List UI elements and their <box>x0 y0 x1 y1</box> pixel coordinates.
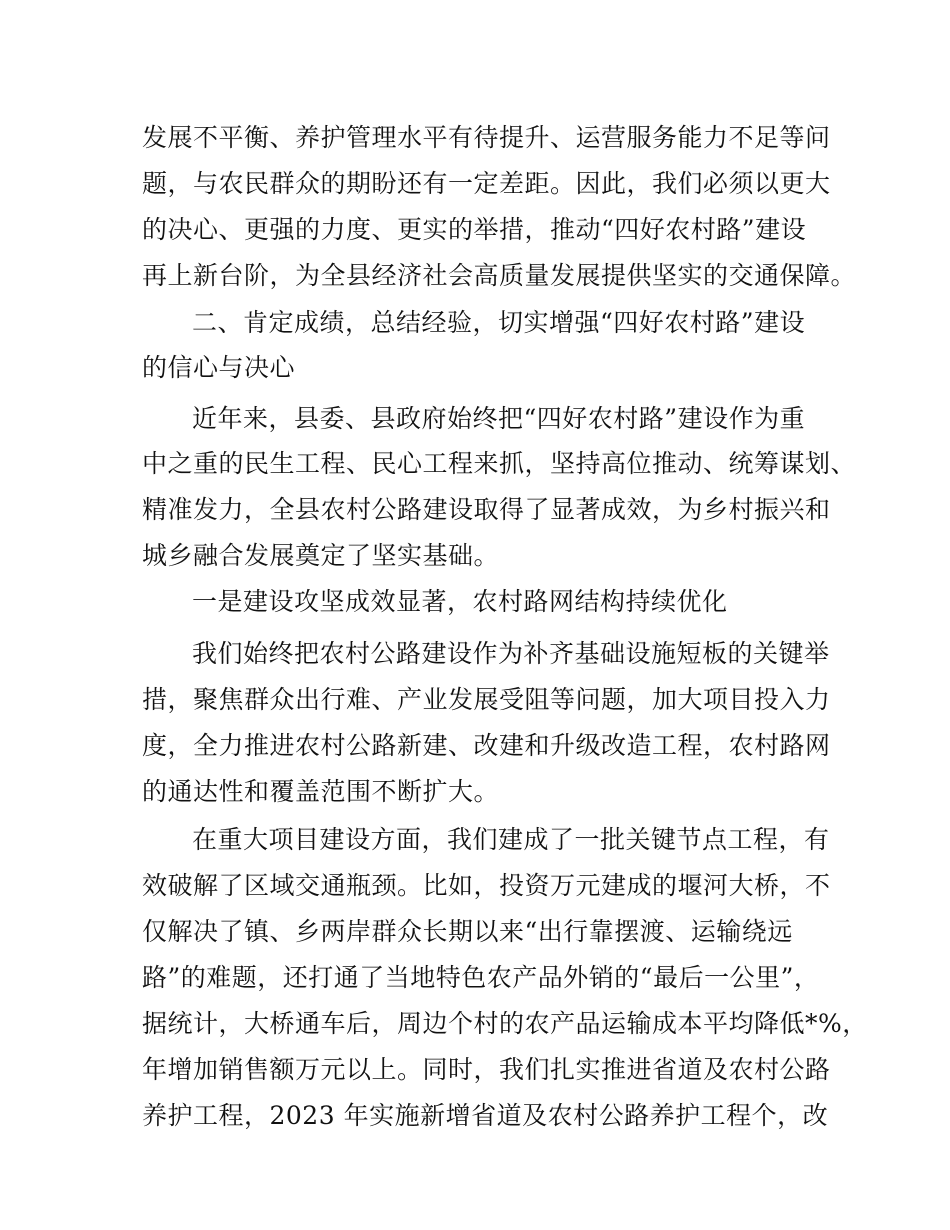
text-line: 的通达性和覆盖范围不断扩大。 <box>142 777 500 806</box>
text-line: 仅解决了镇、乡两岸群众长期以来“出行靠摆渡、运输绕远 <box>142 917 793 946</box>
text-line: 再上新台阶，为全县经济社会高质量发展提供坚实的交通保障。 <box>142 261 857 290</box>
text-line: 据统计，大桥通车后，周边个村的农产品运输成本平均降低*%， <box>142 1009 868 1038</box>
text-line: 发展不平衡、养护管理水平有待提升、运营服务能力不足等问 <box>142 123 831 152</box>
text-line: 措，聚焦群众出行难、产业发展受阻等问题，加大项目投入力 <box>142 685 831 714</box>
text-line: 中之重的民生工程、民心工程来抓，坚持高位推动、统筹谋划、 <box>142 449 857 478</box>
text-line: 题，与农民群众的期盼还有一定差距。因此，我们必须以更大 <box>142 169 831 198</box>
text-line: 精准发力，全县农村公路建设取得了显著成效，为乡村振兴和 <box>142 495 831 524</box>
section-heading-continued: 的信心与决心 <box>142 353 296 382</box>
text-line: 年增加销售额万元以上。同时，我们扎实推进省道及农村公路 <box>142 1055 831 1084</box>
text-line: 的决心、更强的力度、更实的举措，推动“四好农村路”建设 <box>142 215 807 244</box>
section-heading: 二、肯定成绩，总结经验，切实增强“四好农村路”建设 <box>192 308 806 337</box>
paragraph-start: 我们始终把农村公路建设作为补齐基础设施短板的关键举 <box>192 639 830 668</box>
sub-heading: 一是建设攻坚成效显著，农村路网结构持续优化 <box>192 587 728 616</box>
paragraph-start: 近年来，县委、县政府始终把“四好农村路”建设作为重 <box>192 404 806 433</box>
paragraph-start: 在重大项目建设方面，我们建成了一批关键节点工程，有 <box>192 825 830 854</box>
text-line: 养护工程，2023 年实施新增省道及农村公路养护工程个，改 <box>142 1101 829 1130</box>
text-line: 城乡融合发展奠定了坚实基础。 <box>142 541 500 570</box>
text-line: 效破解了区域交通瓶颈。比如，投资万元建成的堰河大桥，不 <box>142 871 831 900</box>
text-line: 路”的难题，还打通了当地特色农产品外销的“最后一公里”， <box>142 963 820 992</box>
text-line: 度，全力推进农村公路新建、改建和升级改造工程，农村路网 <box>142 731 831 760</box>
